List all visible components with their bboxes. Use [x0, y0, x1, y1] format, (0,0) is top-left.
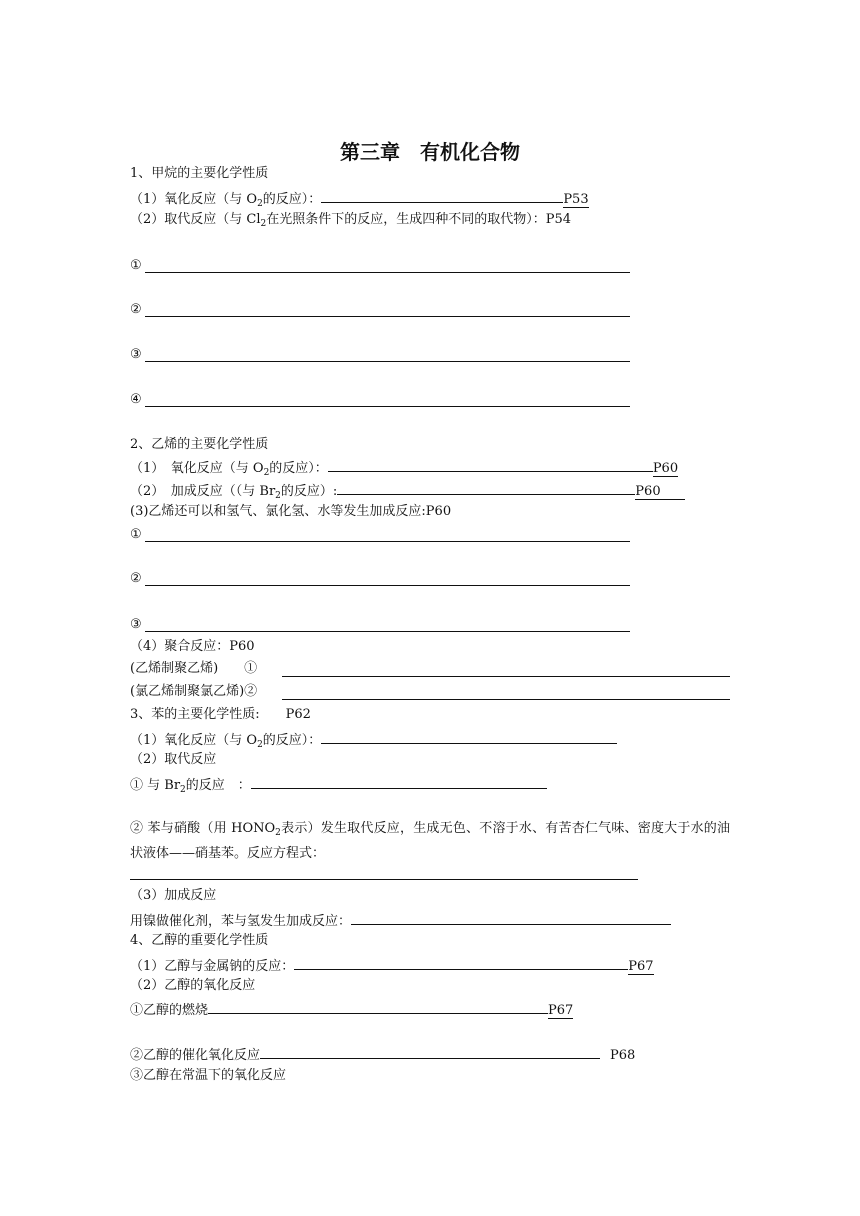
nitration-prefix: ② 苯与硝酸（用 HONO [130, 821, 276, 836]
methane-sub-suffix: 在光照条件下的反应，生成四种不同的取代物）：P54 [266, 212, 572, 227]
benzene-bromine-line [130, 774, 547, 796]
circle-marker: ① [130, 258, 142, 273]
ethylene-add-subscript: 2 [275, 491, 281, 501]
benzene-addition-heading: （3）加成反应 [130, 888, 217, 903]
polymerization-heading: （4）聚合反应：P60 [130, 639, 255, 654]
methane-ox-prefix: （1）氧化反应（与 O [130, 192, 258, 207]
answer-blank[interactable] [321, 188, 563, 203]
page-ref: P67 [628, 959, 654, 974]
methane-sub-subscript: 2 [260, 219, 267, 229]
hydrogenation-label: 用镍做催化剂，苯与氢发生加成反应： [130, 914, 352, 929]
methane-substitution-line [130, 211, 571, 230]
ethanol-sodium-label: （1）乙醇与金属钠的反应： [130, 959, 295, 974]
circle-marker: ① [130, 527, 142, 542]
benzene-ox-subscript: 2 [257, 740, 263, 750]
ethylene-ox-suffix: 的反应）： [269, 461, 328, 476]
ethylene-add-prefix: （2） 加成反应（（与 Br [130, 484, 276, 499]
circle-marker: ③ [130, 617, 142, 632]
ethanol-oxidation-heading: （2）乙醇的氧化反应 [130, 978, 256, 993]
answer-blank[interactable] [208, 999, 548, 1014]
polyethylene-label: (乙烯制聚乙烯) ① [130, 661, 258, 676]
ethanol-combustion-label: ①乙醇的燃烧 [130, 1003, 209, 1018]
section-1-heading: 1、甲烷的主要化学性质 [130, 166, 269, 181]
section-4-heading: 4、乙醇的重要化学性质 [130, 933, 269, 948]
circle-marker: ③ [130, 347, 142, 362]
methane-ox-subscript: 2 [257, 199, 263, 209]
ethylene-ox-subscript: 2 [263, 468, 270, 478]
ethylene-other-addition: (3)乙烯还可以和氢气、氯化氢、水等发生加成反应:P60 [130, 504, 452, 519]
ethylene-add-suffix: 的反应）: [280, 484, 338, 499]
section-2-heading: 2、乙烯的主要化学性质 [130, 437, 269, 452]
answer-blank[interactable] [260, 1044, 600, 1059]
methane-sub-prefix: （2）取代反应（与 Cl [130, 212, 261, 227]
benzene-br-prefix: ① 与 Br [130, 778, 181, 793]
answer-blank[interactable] [251, 774, 547, 789]
ethanol-sodium-line [130, 955, 654, 976]
ethylene-ox-prefix: （1） 氧化反应（与 O [130, 461, 264, 476]
benzene-nitration-text [130, 817, 730, 866]
circle-marker: ④ [130, 392, 142, 407]
benzene-br-subscript: 2 [180, 785, 186, 795]
methane-oxidation-line [130, 188, 589, 210]
answer-blank[interactable] [321, 729, 617, 744]
answer-blank[interactable] [145, 631, 630, 632]
ethylene-addition-line [130, 480, 685, 502]
methane-ox-suffix: 的反应）： [262, 192, 322, 207]
answer-blank[interactable] [351, 910, 671, 925]
answer-blank[interactable] [145, 541, 630, 542]
page-ref: P53 [563, 192, 589, 207]
page-ref: P67 [548, 1003, 574, 1018]
page-title: 第三章 有机化合物 [340, 140, 520, 164]
benzene-ox-prefix: （1）氧化反应（与 O [130, 733, 258, 748]
section-3-heading: 3、苯的主要化学性质: P62 [130, 707, 311, 722]
nitration-suffix: 表示）发生取代反应，生成无色、不溶于水、有苦杏仁气味、密度大于水的油状液体——硝基苯。反应方程式： [130, 821, 730, 861]
ethanol-catalytic-label: ②乙醇的催化氧化反应 [130, 1048, 261, 1063]
benzene-substitution-heading: （2）取代反应 [130, 752, 217, 767]
answer-blank[interactable] [145, 585, 630, 586]
ethanol-catalytic-line [130, 1044, 635, 1065]
pvc-label: (氯乙烯制聚氯乙烯)② [130, 684, 258, 699]
benzene-br-suffix: 的反应 ： [185, 778, 251, 793]
benzene-hydrogenation-line [130, 910, 671, 931]
ethylene-oxidation-line [130, 457, 678, 479]
answer-blank[interactable] [328, 457, 653, 472]
answer-blank[interactable] [282, 699, 730, 700]
circle-marker: ② [130, 571, 142, 586]
answer-blank[interactable] [145, 361, 630, 362]
answer-blank[interactable] [337, 480, 635, 495]
ethanol-room-temp-line: ③乙醇在常温下的氧化反应 [130, 1068, 287, 1083]
answer-blank[interactable] [145, 316, 630, 317]
answer-blank[interactable] [282, 676, 730, 677]
nitration-subscript: 2 [275, 828, 281, 838]
page-ref: P60 [635, 484, 684, 500]
answer-blank[interactable] [294, 955, 628, 970]
circle-marker: ② [130, 302, 142, 317]
benzene-ox-suffix: 的反应）： [262, 733, 322, 748]
answer-blank[interactable] [130, 879, 638, 880]
answer-blank[interactable] [145, 406, 630, 407]
answer-blank[interactable] [145, 272, 630, 273]
benzene-oxidation-line [130, 729, 617, 751]
ethanol-combustion-line [130, 999, 573, 1020]
page-ref: P68 [610, 1048, 636, 1063]
page-ref: P60 [652, 461, 679, 476]
